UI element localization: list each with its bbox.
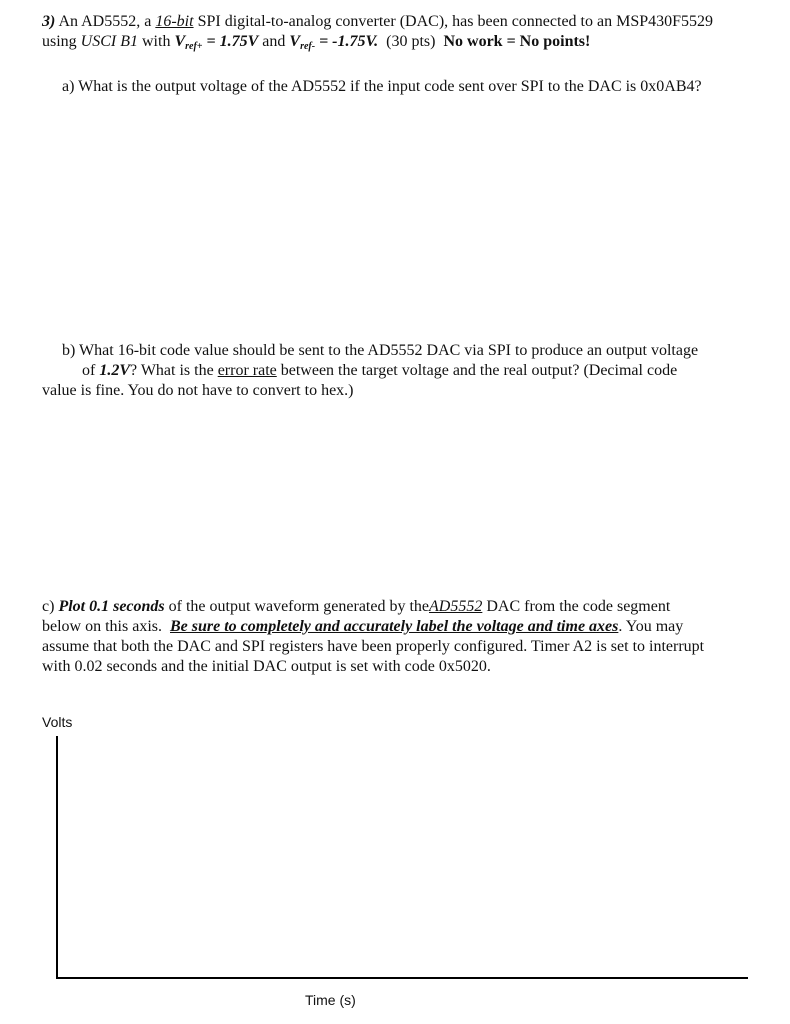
q3-text-3: using xyxy=(42,33,77,50)
question-a xyxy=(62,77,782,97)
qc-text-3: DAC from the code segment xyxy=(486,598,671,615)
vref-minus-sub: ref- xyxy=(300,41,316,52)
y-axis-line xyxy=(56,736,58,978)
vref-minus-value: = -1.75V. xyxy=(319,33,379,50)
qc-text-4: below on this axis. xyxy=(42,618,162,635)
question-3-header xyxy=(42,12,786,52)
qc-text-6: assume that both the DAC and SPI registers have been properly configured. Timer A2 is set to interrupt xyxy=(42,638,705,655)
qc-dac: AD5552 xyxy=(429,598,483,615)
qc-text-5: . You may xyxy=(618,618,684,635)
q3-text-2: SPI digital-to-analog converter (DAC), has been connected to an MSP430F5529 xyxy=(197,13,714,30)
q3-text-5: and xyxy=(262,33,286,50)
q3-points: (30 pts) xyxy=(386,33,436,50)
x-axis-line xyxy=(56,977,748,979)
question-c xyxy=(42,597,786,677)
qc-text-7: with 0.02 seconds and the initial DAC output is set with code 0x5020. xyxy=(42,658,491,675)
y-axis-label: Volts xyxy=(42,714,73,730)
qb-error-rate: error rate xyxy=(217,362,277,379)
q3-bits: 16-bit xyxy=(155,13,194,30)
question-b xyxy=(42,341,786,401)
qc-plot-duration: Plot 0.1 seconds xyxy=(58,598,165,615)
qb-voltage: 1.2V xyxy=(99,362,130,379)
qb-text-2: of xyxy=(82,362,96,379)
vref-plus-symbol: V xyxy=(174,33,186,50)
qb-text-4: between the target voltage and the real output? (Decimal code xyxy=(280,362,678,379)
vref-minus-symbol: V xyxy=(289,33,301,50)
q3-text-1: An AD5552, a xyxy=(58,13,152,30)
qc-label-instruction: Be sure to completely and accurately label the voltage and time axes xyxy=(170,618,619,635)
qc-text-1: c) xyxy=(42,598,55,615)
question-a-text: a) What is the output voltage of the AD5552 if the input code sent over SPI to the DAC is 0x0AB4? xyxy=(62,78,702,95)
qc-text-2: of the output waveform generated by the xyxy=(168,598,430,615)
vref-plus-sub: ref+ xyxy=(185,41,203,52)
q3-no-work: No work = No points! xyxy=(443,33,591,50)
qb-text-1: b) What 16-bit code value should be sent to the AD5552 DAC via SPI to produce an output voltage xyxy=(62,342,699,359)
q3-usci: USCI B1 xyxy=(80,33,138,50)
question-number: 3) xyxy=(42,13,56,30)
vref-plus-value: = 1.75V xyxy=(206,33,259,50)
x-axis-label: Time (s) xyxy=(305,992,356,1008)
qb-text-3: ? What is the xyxy=(130,362,214,379)
q3-text-4: with xyxy=(142,33,171,50)
qb-text-5: value is fine. You do not have to convert to hex.) xyxy=(42,382,354,399)
